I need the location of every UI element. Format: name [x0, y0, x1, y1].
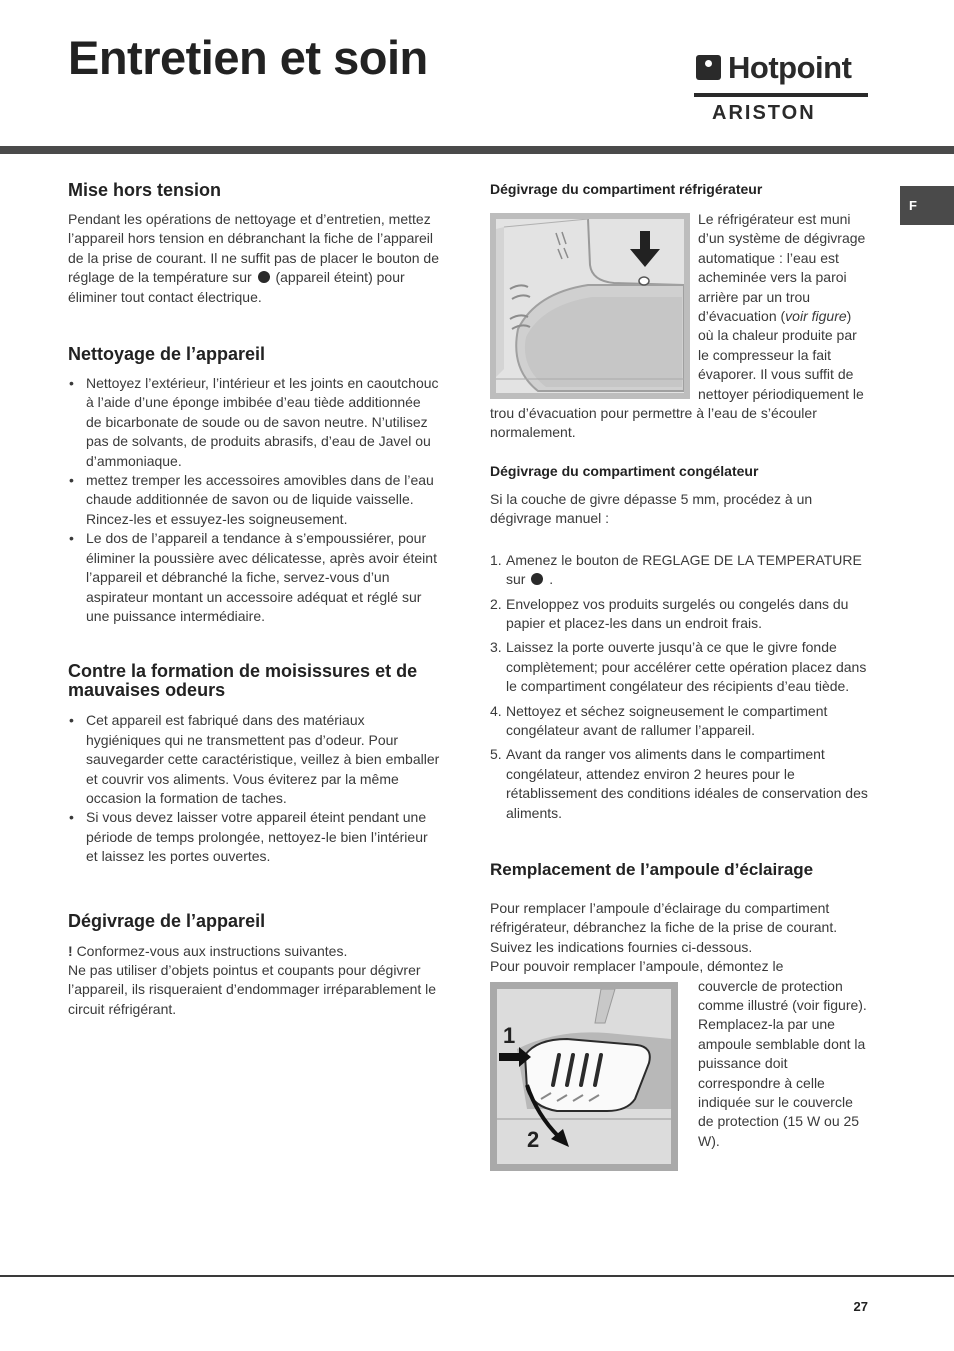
- refrigerateur-body: [490, 210, 870, 443]
- step-text: .: [549, 571, 554, 588]
- list-item: • Le dos de l’appareil a tendance à s’empoussiérer, pour éliminer la poussière avec délicatesse, après avoir éteint l’appareil et débranché la fiche, servez-vous d’un aspirateur montant un accessoire adéquat et réglé sur une puissance intermédiaire.: [68, 529, 440, 626]
- step-text: Amenez le bouton de REGLAGE DE LA TEMPERATURE sur: [506, 551, 862, 588]
- filled-circle-icon: [258, 271, 270, 283]
- paragraph-ampoule-lead: Pour pouvoir remplacer l’ampoule, démontez le: [490, 958, 784, 975]
- paragraph-ampoule-2: couvercle de protection comme illustré (voir figure). Remplacez-la par une ampoule semblable dont la puissance doit correspondre à celle indiquée sur le couvercle de protection (15 W ou 25 W).: [698, 977, 867, 1149]
- step-1-label: 1: [503, 1022, 516, 1048]
- lamp-cover-illustration: [497, 989, 671, 1164]
- list-item: [490, 551, 870, 590]
- figure-drain-hole: [490, 213, 690, 399]
- section-congelateur: [490, 462, 870, 823]
- step-2-label: 2: [527, 1126, 540, 1152]
- text-part: ) où la chaleur produite par le compresseur la fait évaporer. Il vous suffit de nettoyer périodiquement le trou d’évacuation pour permettre à l’eau de s’écouler normalement.: [490, 308, 864, 441]
- step-text: Laissez la porte ouverte jusqu’à ce que le givre fonde complètement; pour accélérer cette opération placez dans le compartiment congélateur des récipients d’eau tiède.: [506, 639, 867, 695]
- text-part: Pendant les opérations de nettoyage et d’entretien, mettez l’appareil hors tension en débranchant la fiche de l’appareil de la prise de courant. Il ne suffit pas de placer le bouton de réglage de la température sur: [68, 211, 439, 286]
- heading-refrigerateur: Dégivrage du compartiment réfrigérateur: [490, 181, 763, 197]
- figure-lamp-cover: [490, 982, 678, 1171]
- section-mise-hors-tension: [68, 180, 440, 307]
- list-congelateur-steps: [490, 551, 870, 823]
- section-moisissures: [68, 662, 440, 866]
- brand-logo: [694, 50, 868, 126]
- list-item: [490, 595, 870, 634]
- step-number: 4.: [490, 702, 502, 719]
- heading-mise-hors-tension: Mise hors tension: [68, 180, 222, 200]
- header-bar: [0, 146, 954, 154]
- text-part: (appareil éteint) pour éliminer tout contact électrique.: [68, 269, 405, 305]
- left-column: [68, 178, 440, 1019]
- paragraph-congelateur-intro: Si la couche de givre dépasse 5 mm, procédez à un dégivrage manuel :: [490, 490, 813, 527]
- step-number: 5.: [490, 746, 502, 763]
- footer-rule: [0, 1275, 954, 1277]
- heading-nettoyage: Nettoyage de l’appareil: [68, 344, 266, 365]
- heading-ampoule: Remplacement de l’ampoule d’éclairage: [490, 859, 814, 879]
- brand-hotpoint: Hotpoint: [728, 50, 852, 85]
- text-part: Le réfrigérateur est muni d’un système de dégivrage automatique : l’eau est acheminée vers la paroi arrière par un trou d’évacuation (: [698, 211, 866, 325]
- section-ampoule: [490, 860, 870, 1171]
- step-number: 2.: [490, 595, 502, 612]
- list-item: • Si vous devez laisser votre appareil éteint pendant une période de temps prolongée, nettoyez-le bien l’intérieur et laissez les portes ouvertes.: [68, 808, 440, 866]
- ampoule-body: [490, 977, 870, 1171]
- step-number: 1.: [490, 551, 502, 568]
- step-number: 3.: [490, 639, 502, 656]
- list-item: [490, 638, 870, 696]
- hotpoint-logo-icon: [696, 55, 721, 80]
- list-item: • mettez tremper les accessoires amovibles dans de l’eau chaude additionnée de savon ou de liquide vaisselle. Rincez-les et essuyez-les soigneusement.: [68, 471, 440, 529]
- paragraph-degivrage: Ne pas utiliser d’objets pointus et coupants pour dégivrer l’appareil, ils risqueraient d’endommager irréparablement le circuit réfrigérant.: [68, 961, 437, 1017]
- fridge-interior-illustration: [496, 219, 684, 393]
- warning-icon: !: [68, 942, 73, 959]
- page-title: Entretien et soin: [68, 31, 428, 84]
- list-item: • Cet appareil est fabriqué dans des matériaux hygiéniques qui ne transmettent pas d’odeur. Pour sauvegarder cette caractéristique, veillez à bien emballer et couvrir vos aliments. Vous éviterez par la même occasion la formation de taches.: [68, 711, 440, 808]
- list-nettoyage: [68, 374, 440, 626]
- step-text: Enveloppez vos produits surgelés ou congelés dans du papier et placez-les dans un endroit frais.: [506, 595, 849, 631]
- list-item: • Nettoyez l’extérieur, l’intérieur et les joints en caoutchouc à l’aide d’une éponge imbibée d’eau tiède additionnée de bicarbonate de soude ou de savon neutre. N’utilisez pas de solvants, de produits abrasifs, d’eau de Javel ou d’ammoniaque.: [68, 374, 440, 471]
- language-tab: F: [900, 186, 954, 225]
- logo-divider: [694, 93, 868, 97]
- step-text: Avant da ranger vos aliments dans le compartiment congélateur, attendez environ 2 heures pour le rétablissement des conditions idéales de conservation des aliments.: [506, 746, 868, 821]
- step-text: Nettoyez et séchez soigneusement le compartiment congélateur avant de rallumer l’appareil.: [506, 702, 828, 738]
- brand-ariston: ARISTON: [712, 102, 816, 124]
- paragraph-ampoule-1: Pour remplacer l’ampoule d’éclairage du compartiment réfrigérateur, débranchez la fiche de la prise de courant. Suivez les indications fournies ci-dessous.: [490, 899, 838, 955]
- section-refrigerateur: [490, 180, 870, 443]
- heading-moisissures: Contre la formation de moisissures et de mauvaises odeurs: [68, 661, 418, 701]
- page-number: 27: [853, 1299, 868, 1314]
- section-degivrage: [68, 911, 440, 1020]
- heading-congelateur: Dégivrage du compartiment congélateur: [490, 462, 759, 479]
- right-column: [490, 180, 870, 1171]
- warning-text: Conformez-vous aux instructions suivantes.: [76, 942, 348, 959]
- filled-circle-icon: [531, 573, 543, 585]
- section-nettoyage: [68, 344, 440, 626]
- warning-line: [68, 942, 440, 961]
- heading-degivrage: Dégivrage de l’appareil: [68, 910, 266, 931]
- paragraph-mise-hors-tension: [68, 210, 440, 307]
- list-moisissures: [68, 711, 440, 866]
- list-item: [490, 745, 870, 823]
- text-part: voir figure: [785, 308, 847, 325]
- list-item: [490, 702, 870, 741]
